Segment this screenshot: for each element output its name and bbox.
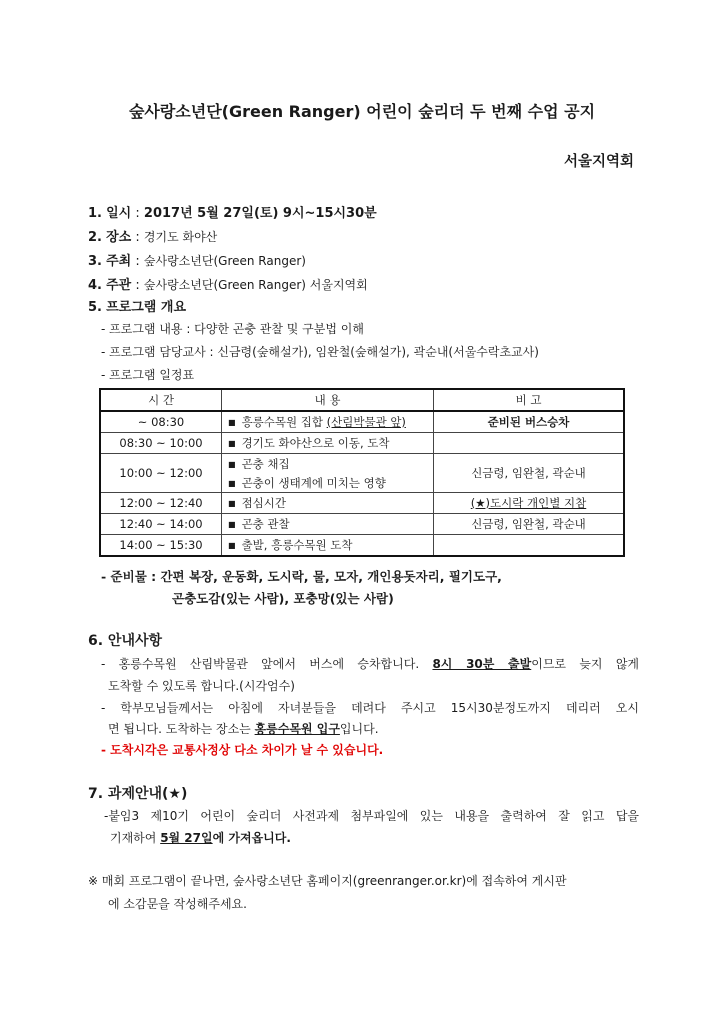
square-bullet-icon: ■	[228, 439, 236, 448]
organization-name: 서울지역회	[563, 154, 634, 170]
table-row	[100, 454, 624, 493]
schedule-table	[99, 388, 625, 557]
header-time: 시 간	[100, 389, 222, 411]
row-time: 12:40 ~ 14:00	[100, 514, 222, 535]
footer-line-2: 에 소감문을 작성해주세요.	[108, 897, 247, 911]
notice-para-2-line-2	[108, 720, 379, 737]
item-number: 1.	[88, 206, 102, 221]
square-bullet-icon: ■	[228, 478, 236, 488]
item-overview	[88, 296, 186, 315]
row-content	[222, 433, 434, 454]
item-key: 장소	[106, 230, 132, 245]
arrival-place: 홍릉수목원 입구	[254, 722, 340, 736]
row-content-text: 곤충 채집	[241, 456, 290, 471]
notice-para-1-line-1	[101, 655, 639, 672]
item-colon: :	[135, 206, 144, 221]
supplies-line-1	[101, 567, 502, 585]
departure-time: 8시 30분 출발	[432, 657, 532, 671]
item-date	[88, 202, 377, 221]
row-content	[222, 454, 434, 493]
row-time: ~ 08:30	[100, 411, 222, 433]
notice-text: 이므로 늦지 않게	[531, 657, 640, 671]
page-title: 숲사랑소년단(Green Ranger) 어린이 숲리더 두 번째 수업 공지	[128, 102, 596, 121]
item-number: 2.	[88, 230, 102, 245]
row-time: 12:00 ~ 12:40	[100, 493, 222, 514]
row-content	[222, 535, 434, 557]
row-note: 준비된 버스승차	[434, 411, 625, 433]
row-content-text: 흥릉수목원 집합	[241, 415, 327, 429]
item-value: 숲사랑소년단(Green Ranger) 서울지역회	[143, 278, 368, 292]
row-time: 08:30 ~ 10:00	[100, 433, 222, 454]
item-organizer	[88, 274, 368, 293]
row-content	[222, 411, 434, 433]
row-note: (★)도시락 개인별 지참	[434, 493, 625, 514]
table-row	[100, 535, 624, 557]
program-content: - 프로그램 내용 : 다양한 곤충 관찰 및 구분법 이해	[101, 322, 364, 336]
square-bullet-icon: ■	[228, 541, 236, 550]
item-number: 4.	[88, 278, 102, 293]
notice-para-2-line-1: - 학부모님들께서는 아침에 자녀분들을 데려다 주시고 15시30분정도까지 데리러 오시	[101, 701, 639, 715]
item-key: 일시	[106, 206, 132, 221]
row-content-text: 경기도 화야산으로 이동, 도착	[241, 436, 390, 450]
item-key: 주최	[106, 254, 132, 269]
header-content: 내 용	[222, 389, 434, 411]
row-content-underlined: (산림박물관 앞)	[326, 415, 406, 429]
task-text: 기재하여	[110, 831, 161, 845]
row-content-text: 점심시간	[241, 496, 286, 510]
notice-heading: 6. 안내사항	[88, 633, 163, 649]
item-number: 5.	[88, 300, 102, 315]
item-value: 숲사랑소년단(Green Ranger)	[143, 254, 306, 268]
square-bullet-icon: ■	[228, 520, 236, 529]
row-content-text: 곤충이 생태계에 미치는 영향	[241, 475, 386, 490]
notice-text: 입니다.	[339, 722, 379, 736]
row-content	[222, 514, 434, 535]
footer-line-1: ※ 매회 프로그램이 끝나면, 숲사랑소년단 홈페이지(greenranger.or.kr)에 접속하여 게시판	[88, 874, 567, 888]
supplies-prefix: - 준비물 :	[101, 569, 161, 584]
row-content-line	[228, 475, 427, 491]
item-key: 프로그램 개요	[106, 300, 186, 315]
item-colon: :	[135, 278, 144, 293]
notice-text: 면 됩니다. 도착하는 장소는	[108, 722, 255, 736]
item-number: 3.	[88, 254, 102, 269]
row-note	[434, 535, 625, 557]
item-value: 경기도 화야산	[143, 230, 218, 244]
header-note: 비 고	[434, 389, 625, 411]
row-content-text: 출발, 흥릉수목원 도착	[241, 538, 353, 552]
program-teachers: - 프로그램 담당교사 : 신금령(숲해설가), 임완철(숲해설가), 곽순내(서울수락초교사)	[101, 345, 539, 359]
task-due-date: 5월 27일	[160, 831, 213, 845]
square-bullet-icon: ■	[228, 499, 236, 508]
table-row	[100, 514, 624, 535]
item-colon: :	[135, 254, 144, 269]
table-row	[100, 493, 624, 514]
task-text: 에 가져옵니다.	[212, 831, 291, 845]
table-row	[100, 433, 624, 454]
square-bullet-icon: ■	[228, 418, 236, 427]
row-content-line	[228, 456, 427, 472]
task-line-1: -붙임3 제10기 어린이 숲리더 사전과제 첨부파일에 있는 내용을 출력하여 잘 읽고 답을	[104, 809, 639, 823]
item-host	[88, 250, 306, 269]
task-heading: 7. 과제안내(★)	[88, 786, 188, 802]
row-note: 신금령, 임완철, 곽순내	[434, 454, 625, 493]
notice-para-1-line-2: 도착할 수 있도록 합니다.(시각엄수)	[108, 679, 295, 693]
table-row	[100, 411, 624, 433]
row-note	[434, 433, 625, 454]
square-bullet-icon: ■	[228, 459, 236, 469]
item-colon: :	[135, 230, 144, 245]
task-line-2	[110, 829, 291, 846]
row-time: 10:00 ~ 12:00	[100, 454, 222, 493]
notice-warning: - 도착시각은 교통사정상 다소 차이가 날 수 있습니다.	[101, 743, 384, 757]
row-content-text: 곤충 관찰	[241, 517, 290, 531]
program-schedule-label: - 프로그램 일정표	[101, 368, 195, 382]
supplies-items: 간편 복장, 운동화, 도시락, 물, 모자, 개인용돗자리, 필기도구,	[160, 569, 502, 584]
table-header-row	[100, 389, 624, 411]
supplies-line-2: 곤충도감(있는 사람), 포충망(있는 사람)	[172, 591, 394, 606]
item-place	[88, 226, 217, 245]
item-value: 2017년 5월 27일(토) 9시~15시30분	[143, 206, 377, 221]
row-time: 14:00 ~ 15:30	[100, 535, 222, 557]
notice-text: - 홍릉수목원 산림박물관 앞에서 버스에 승차합니다.	[101, 657, 433, 671]
row-content	[222, 493, 434, 514]
row-note: 신금령, 임완철, 곽순내	[434, 514, 625, 535]
item-key: 주관	[106, 278, 132, 293]
